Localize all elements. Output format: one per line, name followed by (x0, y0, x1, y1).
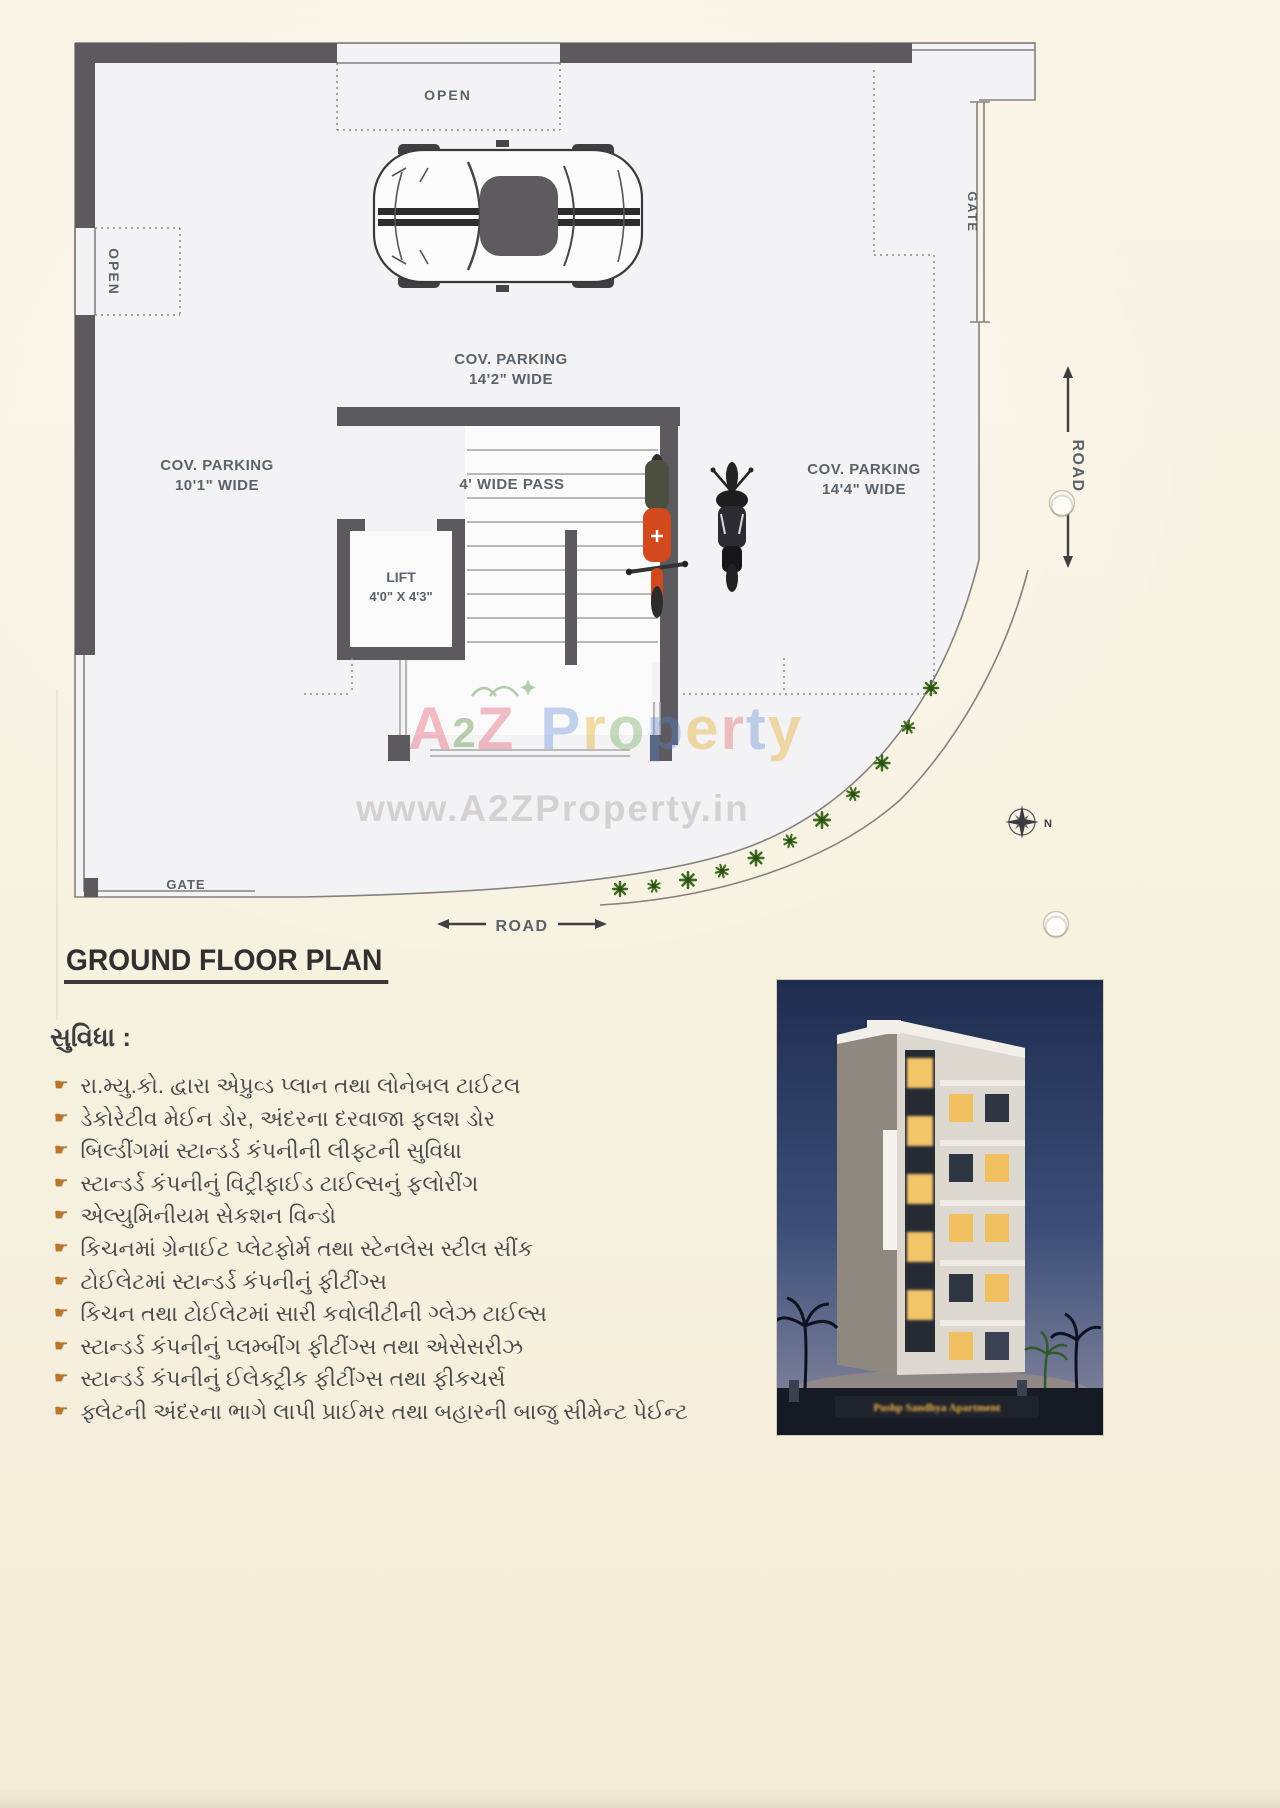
amenity-text: ટોઈલેટમાં સ્ટાન્ડર્ડ કંપનીનું ફીટીંગ્સ (80, 1268, 387, 1294)
road-bottom-label: ROAD (495, 918, 549, 935)
gate-bottom-label: GATE (166, 877, 206, 892)
landing (408, 662, 652, 735)
pointing-hand-bullet-icon: ☛ (54, 1239, 69, 1257)
compass-icon (1005, 805, 1052, 839)
amenity-item (50, 1168, 750, 1201)
pointing-hand-bullet-icon: ☛ (54, 1272, 69, 1290)
amenity-text: રા.મ્યુ.કો. દ્વારા એપ્રુવ્ડ પ્લાન તથા લોનેબલ ટાઈટલ (80, 1073, 521, 1098)
amenity-item (50, 1298, 750, 1331)
amenity-item (50, 1266, 750, 1299)
amenities-list (50, 1070, 750, 1429)
amenity-item (50, 1103, 750, 1136)
stair-divider-wall (565, 530, 577, 665)
amenity-item (50, 1233, 750, 1266)
pointing-hand-bullet-icon: ☛ (54, 1207, 69, 1225)
photo-compound-wall (777, 1380, 1103, 1435)
lift-label-2: 4'0" X 4'3" (369, 589, 433, 604)
road-right-label: ROAD (1069, 439, 1086, 493)
amenity-text: બિલ્ડીંગમાં સ્ટાન્ડર્ડ કંપનીની લીફ્ટની સુવિધા (80, 1138, 462, 1164)
watermark-letter: Z (476, 695, 515, 762)
amenity-item (50, 1331, 750, 1364)
page-title: GROUND FLOOR PLAN (64, 944, 388, 984)
amenity-text: ડેકોરેટીવ મેઈન ડોર, અંદરના દરવાજા ફલશ ડોર (80, 1105, 496, 1131)
amenities-heading: સુવિધા : (50, 1022, 131, 1052)
amenity-text: સ્ટાન્ડર્ડ કંપનીનું વિટ્રીફાઈડ ટાઈલ્સનું ફલોરીંગ (80, 1170, 479, 1196)
pointing-hand-bullet-icon: ☛ (54, 1174, 69, 1192)
parking-left-label-2: 10'1" WIDE (174, 477, 260, 494)
pointing-hand-bullet-icon: ☛ (54, 1337, 69, 1355)
building-sign-text: Pushp Sandhya Apartment (873, 1402, 1001, 1414)
parking-right-label-2: 14'4" WIDE (821, 481, 907, 498)
amenity-text: સ્ટાન્ડર્ડ કંપનીનું પ્લમ્બીંગ ફીટીંગ્સ તથા એસેસરીઝ (80, 1333, 524, 1359)
amenity-item (50, 1396, 750, 1429)
amenity-item (50, 1200, 750, 1233)
pointing-hand-bullet-icon: ☛ (54, 1370, 69, 1388)
amenities-section (50, 1022, 750, 1429)
pointing-hand-bullet-icon: ☛ (54, 1109, 69, 1127)
watermark-brand-rest: Property (540, 695, 804, 762)
building-photo (777, 980, 1103, 1435)
pointing-hand-bullet-icon: ☛ (54, 1305, 69, 1323)
amenity-text: સ્ટાન્ડર્ડ કંપનીનું ઈલેક્ટ્રીક ફીટીંગ્સ તથા ફીકચર્સ (80, 1366, 506, 1392)
amenity-item (50, 1070, 750, 1103)
compass-north-label: N (1044, 818, 1052, 830)
car-top-view (374, 140, 642, 292)
page-crease (56, 690, 58, 1020)
stairwell (465, 426, 660, 662)
pass-label: 4' WIDE PASS (459, 476, 565, 493)
amenity-text: કિચનમાં ગ્રેનાઈટ પ્લેટફોર્મ તથા સ્ટેનલેસ સ્ટીલ સીંક (80, 1235, 534, 1261)
amenity-text: ફ્લેટની અંદરના ભાગે લાપી પ્રાઈમર તથા બહારની બાજુ સીમેન્ટ પેઈન્ટ (80, 1398, 688, 1424)
gate-right-label: GATE (965, 191, 980, 233)
watermark-url: www.A2ZProperty.in (356, 788, 750, 829)
pointing-hand-bullet-icon: ☛ (54, 1077, 69, 1094)
amenity-item (50, 1363, 750, 1396)
parking-top-label-1: COV. PARKING (454, 351, 568, 368)
amenity-text: કિચન તથા ટોઈલેટમાં સારી કવોલીટીની ગ્લેઝ ટાઈલ્સ (80, 1301, 547, 1327)
amenity-text: એલ્યુમિનીયમ સેકશન વિન્ડો (80, 1203, 336, 1229)
parking-top-label-2: 14'2" WIDE (468, 371, 554, 388)
lift-label-1: LIFT (386, 569, 416, 585)
building-name-banner (883, 1130, 897, 1250)
watermark-letter: A (408, 695, 453, 762)
pointing-hand-bullet-icon: ☛ (54, 1402, 69, 1420)
pointing-hand-bullet-icon: ☛ (54, 1142, 69, 1160)
parking-right-label-1: COV. PARKING (807, 461, 921, 478)
open-top-label: OPEN (424, 87, 472, 103)
photo-building (837, 1020, 1025, 1375)
parking-left-label-1: COV. PARKING (160, 457, 274, 474)
page-bottom-shadow (0, 1788, 1280, 1808)
watermark-letter: 2 (452, 709, 477, 756)
open-left-label: OPEN (106, 248, 122, 296)
amenity-item (50, 1135, 750, 1168)
